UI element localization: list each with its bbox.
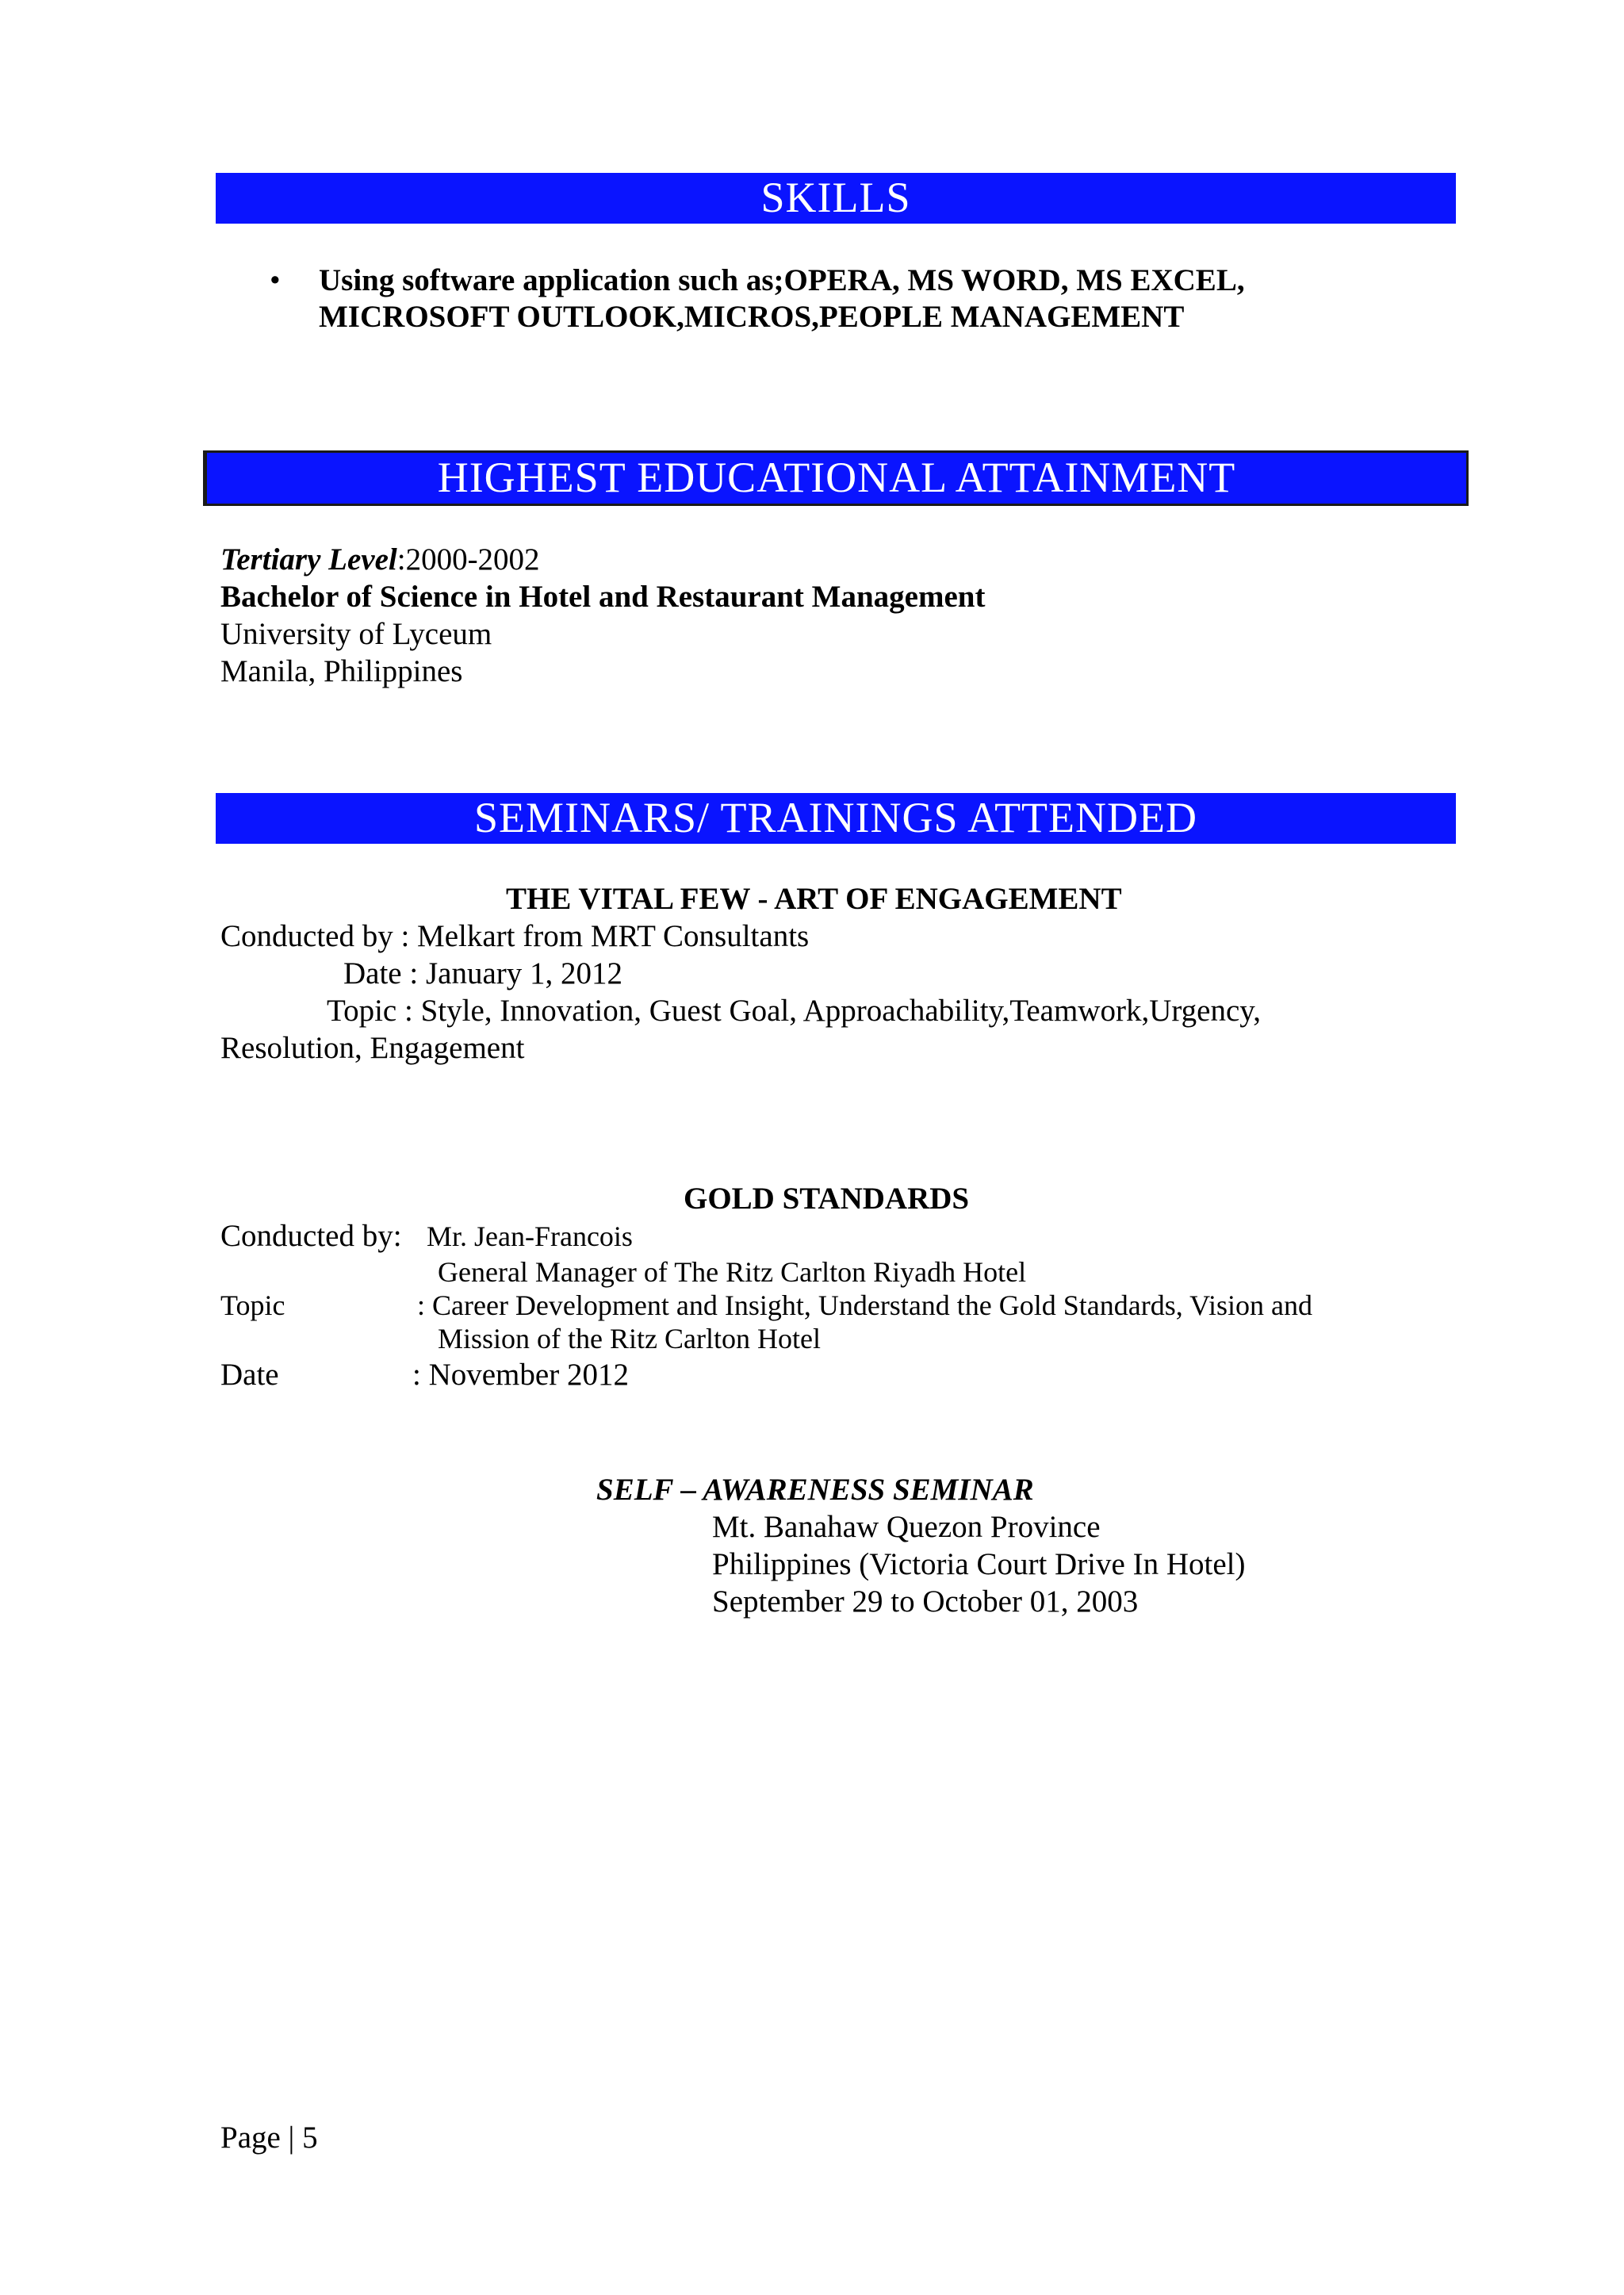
education-level-label: Tertiary Level bbox=[220, 542, 397, 577]
seminar-1-title: THE VITAL FEW - ART OF ENGAGEMENT bbox=[506, 882, 1122, 916]
education-degree: Bachelor of Science in Hotel and Restaurant Management bbox=[220, 580, 986, 614]
skills-title: SKILLS bbox=[760, 174, 911, 221]
education-header bbox=[203, 450, 1469, 506]
seminar-1-conducted: Conducted by : Melkart from MRT Consultants bbox=[220, 919, 810, 953]
seminar-2-topic-value: : Career Development and Insight, Understand the Gold Standards, Vision and bbox=[417, 1289, 1312, 1321]
seminar-2-topic-label: Topic bbox=[220, 1289, 285, 1321]
seminar-2-title: GOLD STANDARDS bbox=[684, 1182, 970, 1216]
education-level-value: :2000-2002 bbox=[396, 542, 540, 577]
page-number: Page | 5 bbox=[220, 2121, 318, 2155]
seminar-2-topic-cont: Mission of the Ritz Carlton Hotel bbox=[438, 1323, 821, 1354]
skills-bullet: • bbox=[270, 263, 281, 297]
skills-line-2: MICROSOFT OUTLOOK,MICROS,PEOPLE MANAGEMENT bbox=[319, 300, 1185, 334]
education-title: HIGHEST EDUCATIONAL ATTAINMENT bbox=[437, 454, 1236, 501]
seminar-3-line-3: September 29 to October 01, 2003 bbox=[712, 1584, 1139, 1619]
seminar-3-line-1: Mt. Banahaw Quezon Province bbox=[712, 1510, 1101, 1544]
seminar-2-conducted-role: General Manager of The Ritz Carlton Riyadh Hotel bbox=[438, 1256, 1027, 1288]
skills-line-1: Using software application such as;OPERA, MS WORD, MS EXCEL, bbox=[319, 263, 1245, 297]
seminar-2-date-value: : November 2012 bbox=[412, 1358, 629, 1392]
seminar-2-conducted-label: Conducted by: bbox=[220, 1219, 402, 1253]
seminar-1-date: Date : January 1, 2012 bbox=[343, 956, 622, 990]
seminar-2-conducted-value: Mr. Jean-Francois bbox=[427, 1220, 633, 1252]
seminar-3-line-2: Philippines (Victoria Court Drive In Hotel) bbox=[712, 1547, 1246, 1581]
education-level bbox=[220, 541, 540, 579]
education-location: Manila, Philippines bbox=[220, 654, 463, 688]
seminars-title: SEMINARS/ TRAININGS ATTENDED bbox=[473, 794, 1198, 841]
seminar-2-date-label: Date bbox=[220, 1358, 279, 1392]
education-school: University of Lyceum bbox=[220, 617, 492, 651]
seminars-header bbox=[216, 793, 1456, 844]
seminar-3-title: SELF – AWARENESS SEMINAR bbox=[596, 1473, 1034, 1507]
seminar-1-topic-cont: Resolution, Engagement bbox=[220, 1031, 525, 1065]
seminar-1-topic: Topic : Style, Innovation, Guest Goal, Approachability,Teamwork,Urgency, bbox=[327, 994, 1261, 1028]
skills-header bbox=[216, 173, 1456, 224]
